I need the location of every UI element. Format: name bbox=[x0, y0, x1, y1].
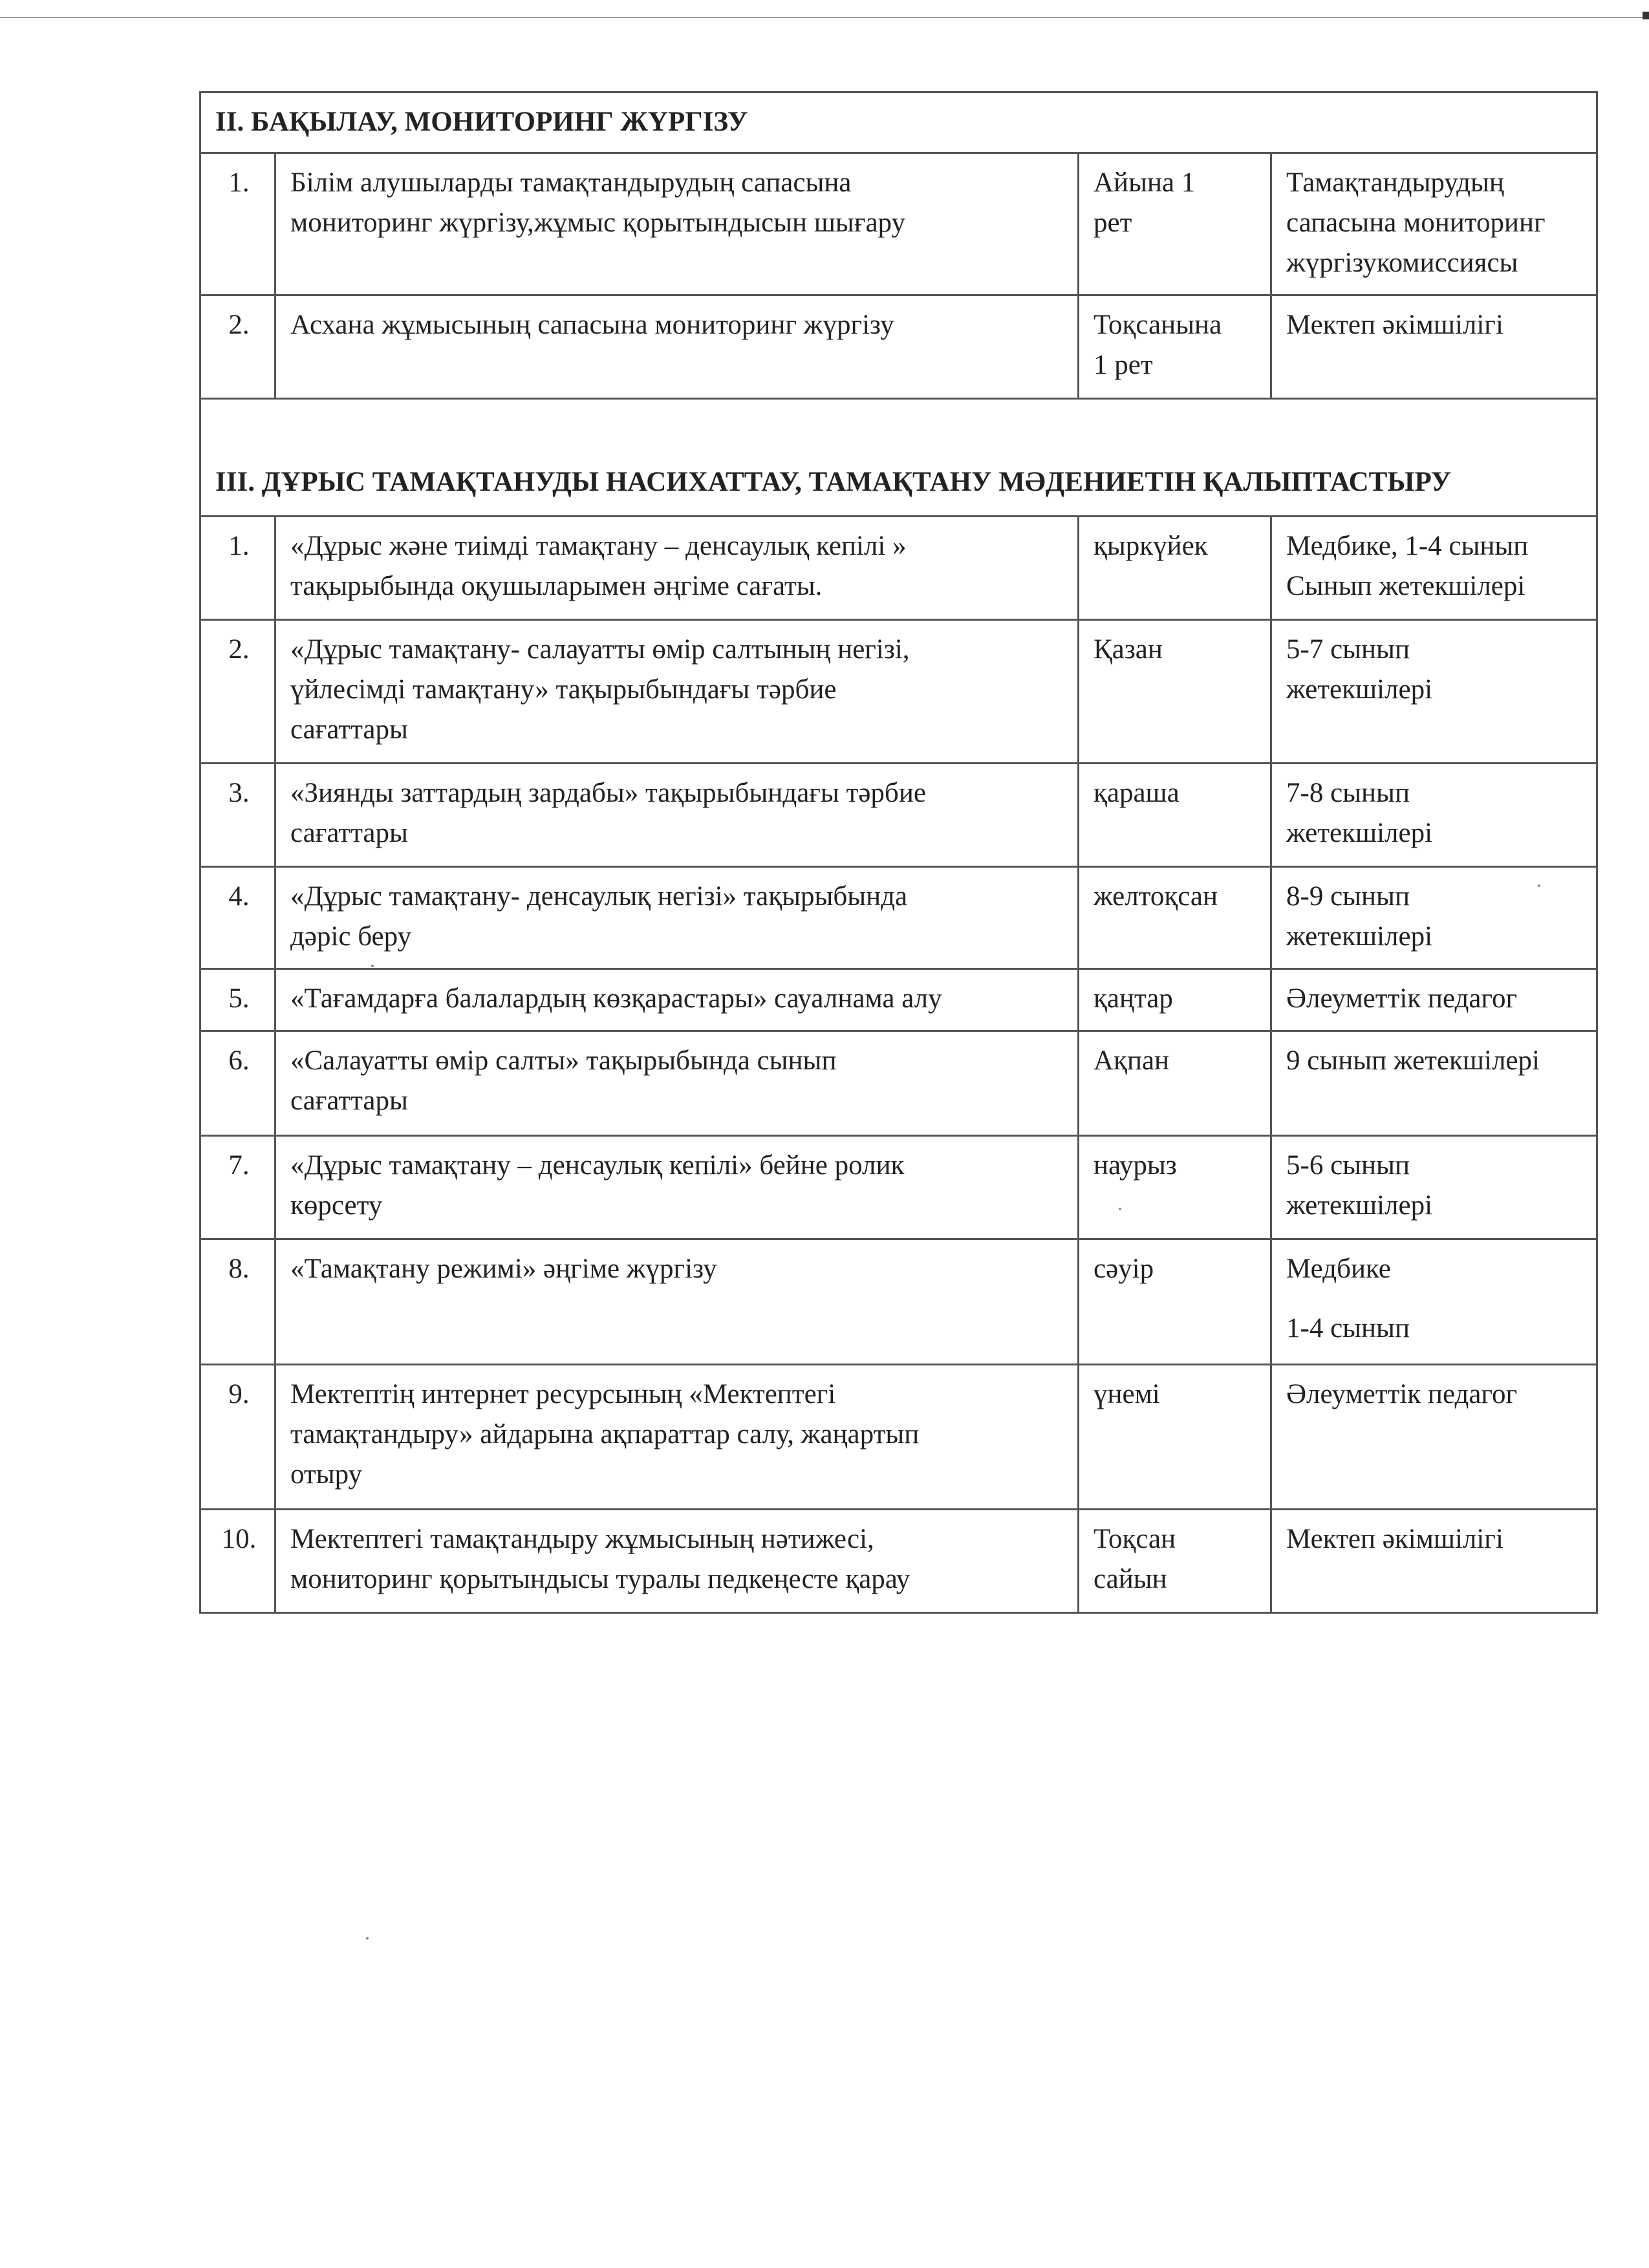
row-number: 8. bbox=[200, 1239, 275, 1365]
table-row bbox=[200, 867, 1597, 969]
responsible-cell: Мектеп әкімшілігі bbox=[1271, 295, 1597, 399]
scan-corner-mark bbox=[1643, 12, 1649, 19]
event-cell: «Салауатты өмір салты» тақырыбында сынып сағаттары bbox=[275, 1031, 1079, 1136]
table-row bbox=[200, 153, 1597, 295]
table-row bbox=[200, 1510, 1597, 1613]
responsible-cell: Медбике 1-4 сынып bbox=[1271, 1239, 1597, 1365]
responsible-cell: Мектеп әкімшілігі bbox=[1271, 1510, 1597, 1613]
event-cell: «Зиянды заттардың зардабы» тақырыбындағы тәрбие сағаттары bbox=[275, 764, 1079, 867]
responsible-cell: Әлеуметтік педагог bbox=[1271, 969, 1597, 1031]
time-cell: Айына 1 рет bbox=[1079, 153, 1271, 295]
event-cell: «Тамақтану режимі» әңгіме жүргізу bbox=[275, 1239, 1079, 1365]
event-cell: Асхана жұмысының сапасына мониторинг жүргізу bbox=[275, 295, 1079, 399]
time-cell: үнемі bbox=[1079, 1365, 1271, 1510]
row-number: 2. bbox=[200, 620, 275, 764]
event-cell: Мектептегі тамақтандыру жұмысының нәтижесі, мониторинг қорытындысы туралы педкеңесте қарау bbox=[275, 1510, 1079, 1613]
table-row bbox=[200, 517, 1597, 620]
time-cell: сәуір bbox=[1079, 1239, 1271, 1365]
section-title: ІІІ. ДҰРЫС ТАМАҚТАНУДЫ НАСИХАТТАУ, ТАМАҚТАНУ МӘДЕНИЕТІН ҚАЛЫПТАСТЫРУ bbox=[200, 399, 1597, 517]
row-number: 1. bbox=[200, 153, 275, 295]
section-header-row bbox=[200, 399, 1597, 517]
row-number: 9. bbox=[200, 1365, 275, 1510]
row-number: 7. bbox=[200, 1136, 275, 1239]
row-number: 1. bbox=[200, 517, 275, 620]
row-number: 4. bbox=[200, 867, 275, 969]
row-number: 10. bbox=[200, 1510, 275, 1613]
time-cell: қараша bbox=[1079, 764, 1271, 867]
row-number: 6. bbox=[200, 1031, 275, 1136]
plan-table bbox=[199, 91, 1598, 1614]
table-row bbox=[200, 1031, 1597, 1136]
time-cell: қыркүйек bbox=[1079, 517, 1271, 620]
responsible-cell: 5-6 сынып жетекшілері bbox=[1271, 1136, 1597, 1239]
responsible-cell: Әлеуметтік педагог bbox=[1271, 1365, 1597, 1510]
time-cell: Тоқсан сайын bbox=[1079, 1510, 1271, 1613]
table-row bbox=[200, 1239, 1597, 1365]
row-number: 2. bbox=[200, 295, 275, 399]
responsible-cell: Тамақтандырудың сапасына мониторинг жүргізукомиссиясы bbox=[1271, 153, 1597, 295]
section-header-row bbox=[200, 92, 1597, 153]
row-number: 5. bbox=[200, 969, 275, 1031]
event-cell: «Тағамдарға балалардың көзқарастары» сауалнама алу bbox=[275, 969, 1079, 1031]
table-row bbox=[200, 1365, 1597, 1510]
responsible-cell: 8-9 сынып жетекшілері bbox=[1271, 867, 1597, 969]
responsible-cell: Медбике, 1-4 сынып Сынып жетекшілері bbox=[1271, 517, 1597, 620]
table-row bbox=[200, 764, 1597, 867]
table-row bbox=[200, 620, 1597, 764]
time-cell: наурыз bbox=[1079, 1136, 1271, 1239]
event-cell: «Дұрыс тамақтану- денсаулық негізі» тақырыбында дәріс беру bbox=[275, 867, 1079, 969]
event-cell: Білім алушыларды тамақтандырудың сапасына мониторинг жүргізу,жұмыс қорытындысын шығару bbox=[275, 153, 1079, 295]
time-cell: қаңтар bbox=[1079, 969, 1271, 1031]
responsible-cell: 7-8 сынып жетекшілері bbox=[1271, 764, 1597, 867]
table-row bbox=[200, 295, 1597, 399]
responsible-cell: 5-7 сынып жетекшілері bbox=[1271, 620, 1597, 764]
time-cell: Ақпан bbox=[1079, 1031, 1271, 1136]
section-title: ІІ. БАҚЫЛАУ, МОНИТОРИНГ ЖҮРГІЗУ bbox=[200, 92, 1597, 153]
scan-speck bbox=[366, 1937, 369, 1940]
table-row bbox=[200, 1136, 1597, 1239]
time-cell: Қазан bbox=[1079, 620, 1271, 764]
time-cell: Тоқсанына 1 рет bbox=[1079, 295, 1271, 399]
event-cell: «Дұрыс және тиімді тамақтану – денсаулық кепілі » тақырыбында оқушыларымен әңгіме сағаты. bbox=[275, 517, 1079, 620]
scan-edge-line bbox=[0, 17, 1649, 18]
table-row bbox=[200, 969, 1597, 1031]
time-cell: желтоқсан bbox=[1079, 867, 1271, 969]
row-number: 3. bbox=[200, 764, 275, 867]
event-cell: Мектептің интернет ресурсының «Мектептегі тамақтандыру» айдарына ақпараттар салу, жаңартып отыру bbox=[275, 1365, 1079, 1510]
event-cell: «Дұрыс тамақтану – денсаулық кепілі» бейне ролик көрсету bbox=[275, 1136, 1079, 1239]
event-cell: «Дұрыс тамақтану- салауатты өмір салтының негізі, үйлесімді тамақтану» тақырыбындағы тәрбие сағаттары bbox=[275, 620, 1079, 764]
responsible-cell: 9 сынып жетекшілері bbox=[1271, 1031, 1597, 1136]
